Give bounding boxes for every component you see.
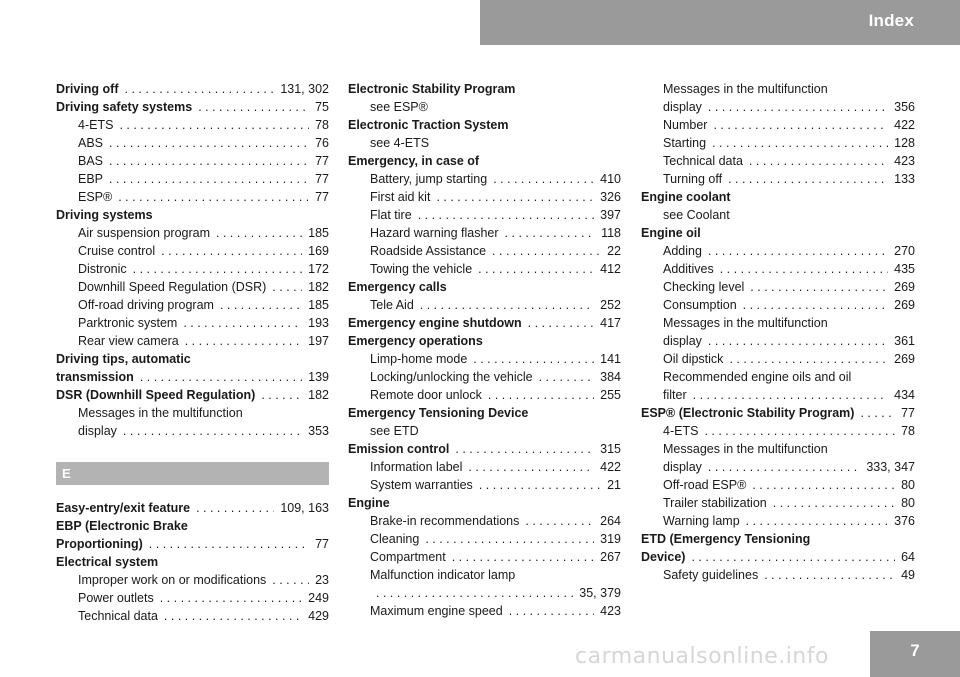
index-entry-term: Cleaning <box>370 532 420 546</box>
index-entry-page: 376 <box>894 514 915 528</box>
index-entry-term: Compartment <box>370 550 446 564</box>
index-entry <box>348 314 621 332</box>
leader-dots <box>123 422 302 440</box>
leader-dots <box>198 98 309 116</box>
index-entry-page: 270 <box>894 244 915 258</box>
index-entry-page: 435 <box>894 262 915 276</box>
index-entry-term: Trailer stabilization <box>663 496 767 510</box>
index-entry-page: 361 <box>894 334 915 348</box>
index-entry <box>56 206 329 224</box>
leader-dots <box>749 152 888 170</box>
index-entry <box>641 278 915 296</box>
index-entry-term: Messages in the multifunction <box>663 82 828 96</box>
index-entry-term: Emergency Tensioning Device <box>348 406 529 420</box>
index-entry-page: 264 <box>600 514 621 528</box>
leader-dots <box>539 368 595 386</box>
index-entry-term: Starting <box>663 136 707 150</box>
leader-dots <box>728 170 888 188</box>
index-entry-term: Additives <box>663 262 714 276</box>
index-entry-term: 4-ETS <box>78 118 114 132</box>
index-entry-page: 78 <box>315 118 329 132</box>
index-entry-term: Malfunction indicator lamp <box>370 568 516 582</box>
index-entry-page: 78 <box>901 424 915 438</box>
index-entry-page: 412 <box>600 262 621 276</box>
index-entry-page: 109, 163 <box>280 501 329 515</box>
index-entry <box>641 296 915 314</box>
index-entry <box>641 548 915 566</box>
index-entry-page: 249 <box>308 591 329 605</box>
index-entry <box>56 386 329 404</box>
index-entry-page: 139 <box>308 370 329 384</box>
index-entry-term: Technical data <box>663 154 743 168</box>
index-entry <box>348 206 621 224</box>
index-entry-term: Improper work on or modifications <box>78 573 267 587</box>
index-entry-term: Distronic <box>78 262 127 276</box>
index-entry-term: BAS <box>78 154 104 168</box>
index-entry <box>56 404 329 422</box>
index-column-1 <box>56 80 329 625</box>
index-entry <box>641 386 915 404</box>
index-entry-term: First aid kit <box>370 190 431 204</box>
leader-dots <box>708 332 888 350</box>
index-entry <box>641 314 915 332</box>
index-entry <box>348 134 621 152</box>
index-entry <box>348 476 621 494</box>
index-entry-term: Driving off <box>56 82 119 96</box>
index-entry <box>641 440 915 458</box>
index-entry-page: 422 <box>600 460 621 474</box>
leader-dots <box>773 494 895 512</box>
index-entry-page: 77 <box>901 406 915 420</box>
index-entry-term: Roadside Assistance <box>370 244 487 258</box>
index-entry-page: 21 <box>607 478 621 492</box>
index-entry-page: 131, 302 <box>280 82 329 96</box>
leader-dots <box>140 368 302 386</box>
leader-dots <box>452 548 594 566</box>
index-entry <box>348 98 621 116</box>
index-entry <box>56 296 329 314</box>
leader-dots <box>261 386 302 404</box>
index-entry-term: Turning off <box>663 172 723 186</box>
index-entry <box>348 278 621 296</box>
index-entry-term: Device) <box>641 550 686 564</box>
index-entry-term: Driving tips, automatic <box>56 352 191 366</box>
index-entry <box>348 512 621 530</box>
index-entry-page: 133 <box>894 172 915 186</box>
index-entry <box>641 98 915 116</box>
index-entry-page: 118 <box>601 226 621 240</box>
index-entry <box>348 566 621 584</box>
index-entry <box>348 440 621 458</box>
index-entry-term: Engine coolant <box>641 190 731 204</box>
leader-dots <box>525 512 594 530</box>
leader-dots <box>479 476 601 494</box>
leader-dots <box>743 296 888 314</box>
leader-dots <box>118 188 309 206</box>
leader-dots <box>164 607 302 625</box>
index-entry-term: Emergency, in case of <box>348 154 480 168</box>
leader-dots <box>125 80 275 98</box>
page-number: 7 <box>870 631 960 677</box>
index-column-2 <box>348 80 621 620</box>
index-entry-term: display <box>663 334 702 348</box>
leader-dots <box>220 296 302 314</box>
index-entry-page: 326 <box>600 190 621 204</box>
index-entry-term: display <box>663 100 702 114</box>
index-column-3 <box>641 80 915 584</box>
index-entry <box>348 584 621 602</box>
index-entry <box>348 116 621 134</box>
index-entry <box>348 296 621 314</box>
index-entry-page: 35, 379 <box>579 586 621 600</box>
index-entry <box>348 404 621 422</box>
index-entry-page: 384 <box>600 370 621 384</box>
index-entry <box>56 589 329 607</box>
leader-dots <box>425 530 594 548</box>
leader-dots <box>764 566 895 584</box>
index-entry <box>56 571 329 589</box>
index-entry <box>348 224 621 242</box>
index-entry-page: 333, 347 <box>866 460 915 474</box>
index-entry-term: Locking/unlocking the vehicle <box>370 370 533 384</box>
index-entry-page: 64 <box>901 550 915 564</box>
index-entry <box>641 368 915 386</box>
index-entry-page: 410 <box>600 172 621 186</box>
index-entry-term: Safety guidelines <box>663 568 759 582</box>
leader-dots <box>708 98 888 116</box>
index-entry-term: Tele Aid <box>370 298 414 312</box>
index-entry-term: Number <box>663 118 708 132</box>
index-entry <box>641 332 915 350</box>
leader-dots <box>505 224 596 242</box>
index-entry-page: 434 <box>894 388 915 402</box>
index-entry <box>641 134 915 152</box>
leader-dots <box>133 260 303 278</box>
index-entry <box>56 535 329 553</box>
leader-dots <box>492 242 601 260</box>
index-entry <box>641 404 915 422</box>
index-entry-term: Power outlets <box>78 591 154 605</box>
index-entry-term: Off-road driving program <box>78 298 214 312</box>
index-entry-page: 417 <box>600 316 621 330</box>
index-entry-page: 255 <box>600 388 621 402</box>
index-entry <box>641 512 915 530</box>
index-entry-page: 77 <box>315 172 329 186</box>
index-entry <box>641 260 915 278</box>
index-entry-term: DSR (Downhill Speed Regulation) <box>56 388 256 402</box>
index-entry-term: Cruise control <box>78 244 156 258</box>
index-entry-term: Consumption <box>663 298 737 312</box>
leader-dots <box>149 535 309 553</box>
index-entry <box>348 350 621 368</box>
index-entry <box>348 602 621 620</box>
leader-dots <box>704 422 895 440</box>
index-entry <box>56 314 329 332</box>
index-entry-term: Electronic Traction System <box>348 118 509 132</box>
index-entry <box>641 242 915 260</box>
leader-dots <box>160 589 302 607</box>
index-entry-term: Air suspension program <box>78 226 211 240</box>
index-entry-term: Flat tire <box>370 208 412 222</box>
index-entry-term: EBP <box>78 172 104 186</box>
leader-dots <box>708 242 888 260</box>
index-entry-page: 77 <box>315 537 329 551</box>
index-entry <box>56 152 329 170</box>
leader-dots <box>713 116 888 134</box>
leader-dots <box>183 314 302 332</box>
index-entry-term: Driving systems <box>56 208 153 222</box>
index-entry <box>56 368 329 386</box>
index-entry-page: 356 <box>894 100 915 114</box>
leader-dots <box>436 188 594 206</box>
leader-dots <box>528 314 595 332</box>
index-entry-term: Electronic Stability Program <box>348 82 516 96</box>
index-entry-page: 22 <box>607 244 621 258</box>
index-entry-term: ESP® (Electronic Stability Program) <box>641 406 855 420</box>
leader-dots <box>216 224 302 242</box>
index-entry-term: Limp-home mode <box>370 352 468 366</box>
index-entry <box>348 260 621 278</box>
index-entry-page: 353 <box>308 424 329 438</box>
index-entry-term: Hazard warning flasher <box>370 226 499 240</box>
index-entry-page: 77 <box>315 190 329 204</box>
leader-dots <box>860 404 895 422</box>
index-entry-term: Messages in the multifunction <box>663 316 828 330</box>
index-entry <box>641 566 915 584</box>
index-entry <box>56 422 329 440</box>
index-entry <box>641 116 915 134</box>
index-entry-term: Emergency engine shutdown <box>348 316 522 330</box>
index-entry-page: 185 <box>308 226 329 240</box>
index-entry <box>348 170 621 188</box>
index-entry <box>641 170 915 188</box>
leader-dots <box>272 278 302 296</box>
index-entry <box>56 607 329 625</box>
index-entry-page: 169 <box>308 244 329 258</box>
index-entry-term: Technical data <box>78 609 158 623</box>
index-entry <box>348 386 621 404</box>
leader-dots <box>119 116 309 134</box>
index-entry <box>56 499 329 517</box>
index-entry <box>348 152 621 170</box>
index-entry-term: Towing the vehicle <box>370 262 473 276</box>
leader-dots <box>493 170 594 188</box>
index-entry <box>56 188 329 206</box>
index-entry-page: 80 <box>901 478 915 492</box>
leader-dots <box>376 584 573 602</box>
leader-dots <box>272 571 309 589</box>
index-entry-page: 315 <box>600 442 621 456</box>
index-entry-page: 182 <box>308 280 329 294</box>
page-title: Index <box>868 11 914 30</box>
index-entry-term: Easy-entry/exit feature <box>56 501 191 515</box>
index-entry-page: 76 <box>315 136 329 150</box>
index-entry-term: System warranties <box>370 478 473 492</box>
index-entry <box>348 242 621 260</box>
index-entry <box>348 548 621 566</box>
leader-dots <box>509 602 594 620</box>
index-entry <box>56 278 329 296</box>
index-entry-term: Engine <box>348 496 390 510</box>
index-entry <box>56 170 329 188</box>
index-entry <box>56 116 329 134</box>
index-entry-page: 128 <box>894 136 915 150</box>
index-entry-page: 185 <box>308 298 329 312</box>
index-entry <box>641 80 915 98</box>
leader-dots <box>161 242 302 260</box>
index-entry-term: Maximum engine speed <box>370 604 503 618</box>
index-entry-page: 172 <box>308 262 329 276</box>
index-entry-page: 429 <box>308 609 329 623</box>
index-entry <box>56 350 329 368</box>
index-entry-term: Downhill Speed Regulation (DSR) <box>78 280 267 294</box>
index-entry-term: Emergency operations <box>348 334 483 348</box>
index-entry <box>56 332 329 350</box>
index-entry-term: 4-ETS <box>663 424 699 438</box>
index-entry-term: Brake-in recommendations <box>370 514 520 528</box>
index-entry-page: 182 <box>308 388 329 402</box>
index-entry <box>348 80 621 98</box>
index-entry-term: display <box>78 424 117 438</box>
leader-dots <box>693 386 889 404</box>
index-entry-page: 252 <box>600 298 621 312</box>
leader-dots <box>109 152 309 170</box>
index-entry <box>641 188 915 206</box>
index-entry <box>348 422 621 440</box>
index-entry-term: Checking level <box>663 280 745 294</box>
index-entry-term: Warning lamp <box>663 514 740 528</box>
index-entry-term: Messages in the multifunction <box>663 442 828 456</box>
index-entry-term: Messages in the multifunction <box>78 406 243 420</box>
index-entry <box>641 476 915 494</box>
index-entry <box>641 350 915 368</box>
index-entry <box>56 134 329 152</box>
index-entry-term: Parktronic system <box>78 316 178 330</box>
index-entry <box>56 260 329 278</box>
leader-dots <box>720 260 888 278</box>
index-entry <box>348 530 621 548</box>
section-letter-bar: E <box>56 462 329 485</box>
index-entry-term: Emergency calls <box>348 280 447 294</box>
leader-dots <box>473 350 594 368</box>
index-entry <box>56 98 329 116</box>
leader-dots <box>418 206 594 224</box>
index-entry <box>56 517 329 535</box>
leader-dots <box>488 386 594 404</box>
leader-dots <box>468 458 594 476</box>
index-entry-term: see ESP® <box>370 100 428 114</box>
index-entry-page: 269 <box>894 298 915 312</box>
index-entry <box>348 458 621 476</box>
index-entry <box>641 530 915 548</box>
index-entry-page: 319 <box>600 532 621 546</box>
leader-dots <box>752 476 895 494</box>
index-entry-term: filter <box>663 388 687 402</box>
index-entry <box>56 80 329 98</box>
index-entry-term: Adding <box>663 244 702 258</box>
index-entry-page: 197 <box>308 334 329 348</box>
index-entry-term: Information label <box>370 460 463 474</box>
leader-dots <box>750 278 888 296</box>
index-entry-term: Rear view camera <box>78 334 179 348</box>
index-entry-page: 269 <box>894 280 915 294</box>
index-entry <box>641 152 915 170</box>
index-entry-term: Emission control <box>348 442 450 456</box>
index-entry-page: 267 <box>600 550 621 564</box>
index-entry-term: EBP (Electronic Brake <box>56 519 188 533</box>
index-entry-page: 193 <box>308 316 329 330</box>
index-entry-term: see ETD <box>370 424 419 438</box>
index-entry-term: display <box>663 460 702 474</box>
index-entry-term: Oil dipstick <box>663 352 724 366</box>
index-entry-page: 80 <box>901 496 915 510</box>
index-entry-term: transmission <box>56 370 134 384</box>
index-entry-term: Proportioning) <box>56 537 143 551</box>
index-entry <box>56 553 329 571</box>
leader-dots <box>109 134 309 152</box>
leader-dots <box>708 458 860 476</box>
index-entry <box>348 368 621 386</box>
index-entry <box>641 224 915 242</box>
leader-dots <box>729 350 888 368</box>
index-entry-term: ETD (Emergency Tensioning <box>641 532 811 546</box>
index-entry-term: see 4-ETS <box>370 136 430 150</box>
index-entry-page: 423 <box>600 604 621 618</box>
index-entry <box>348 332 621 350</box>
index-entry-page: 75 <box>315 100 329 114</box>
leader-dots <box>691 548 895 566</box>
index-entry-page: 397 <box>600 208 621 222</box>
index-entry-term: Recommended engine oils and oil <box>663 370 852 384</box>
index-entry-page: 77 <box>315 154 329 168</box>
leader-dots <box>712 134 888 152</box>
leader-dots <box>196 499 274 517</box>
index-entry-page: 422 <box>894 118 915 132</box>
leader-dots <box>185 332 302 350</box>
leader-dots <box>746 512 888 530</box>
index-entry <box>641 458 915 476</box>
index-entry <box>348 188 621 206</box>
index-entry-term: see Coolant <box>663 208 730 222</box>
index-entry <box>56 242 329 260</box>
index-entry-page: 423 <box>894 154 915 168</box>
index-entry-page: 49 <box>901 568 915 582</box>
index-entry-page: 141 <box>600 352 621 366</box>
index-entry-term: Engine oil <box>641 226 701 240</box>
leader-dots <box>455 440 594 458</box>
leader-dots <box>109 170 309 188</box>
index-entry <box>56 224 329 242</box>
index-entry-term: ESP® <box>78 190 113 204</box>
watermark: carmanualsonline.info <box>575 644 829 669</box>
leader-dots <box>420 296 594 314</box>
index-entry <box>641 206 915 224</box>
index-entry <box>348 494 621 512</box>
index-entry-page: 23 <box>315 573 329 587</box>
index-entry <box>641 494 915 512</box>
index-entry-term: ABS <box>78 136 104 150</box>
index-entry-term: Driving safety systems <box>56 100 193 114</box>
index-entry-term: Battery, jump starting <box>370 172 488 186</box>
index-entry <box>641 422 915 440</box>
index-entry-page: 269 <box>894 352 915 366</box>
index-entry-term: Off-road ESP® <box>663 478 747 492</box>
index-entry-term: Remote door unlock <box>370 388 482 402</box>
index-entry-term: Electrical system <box>56 555 159 569</box>
leader-dots <box>478 260 594 278</box>
